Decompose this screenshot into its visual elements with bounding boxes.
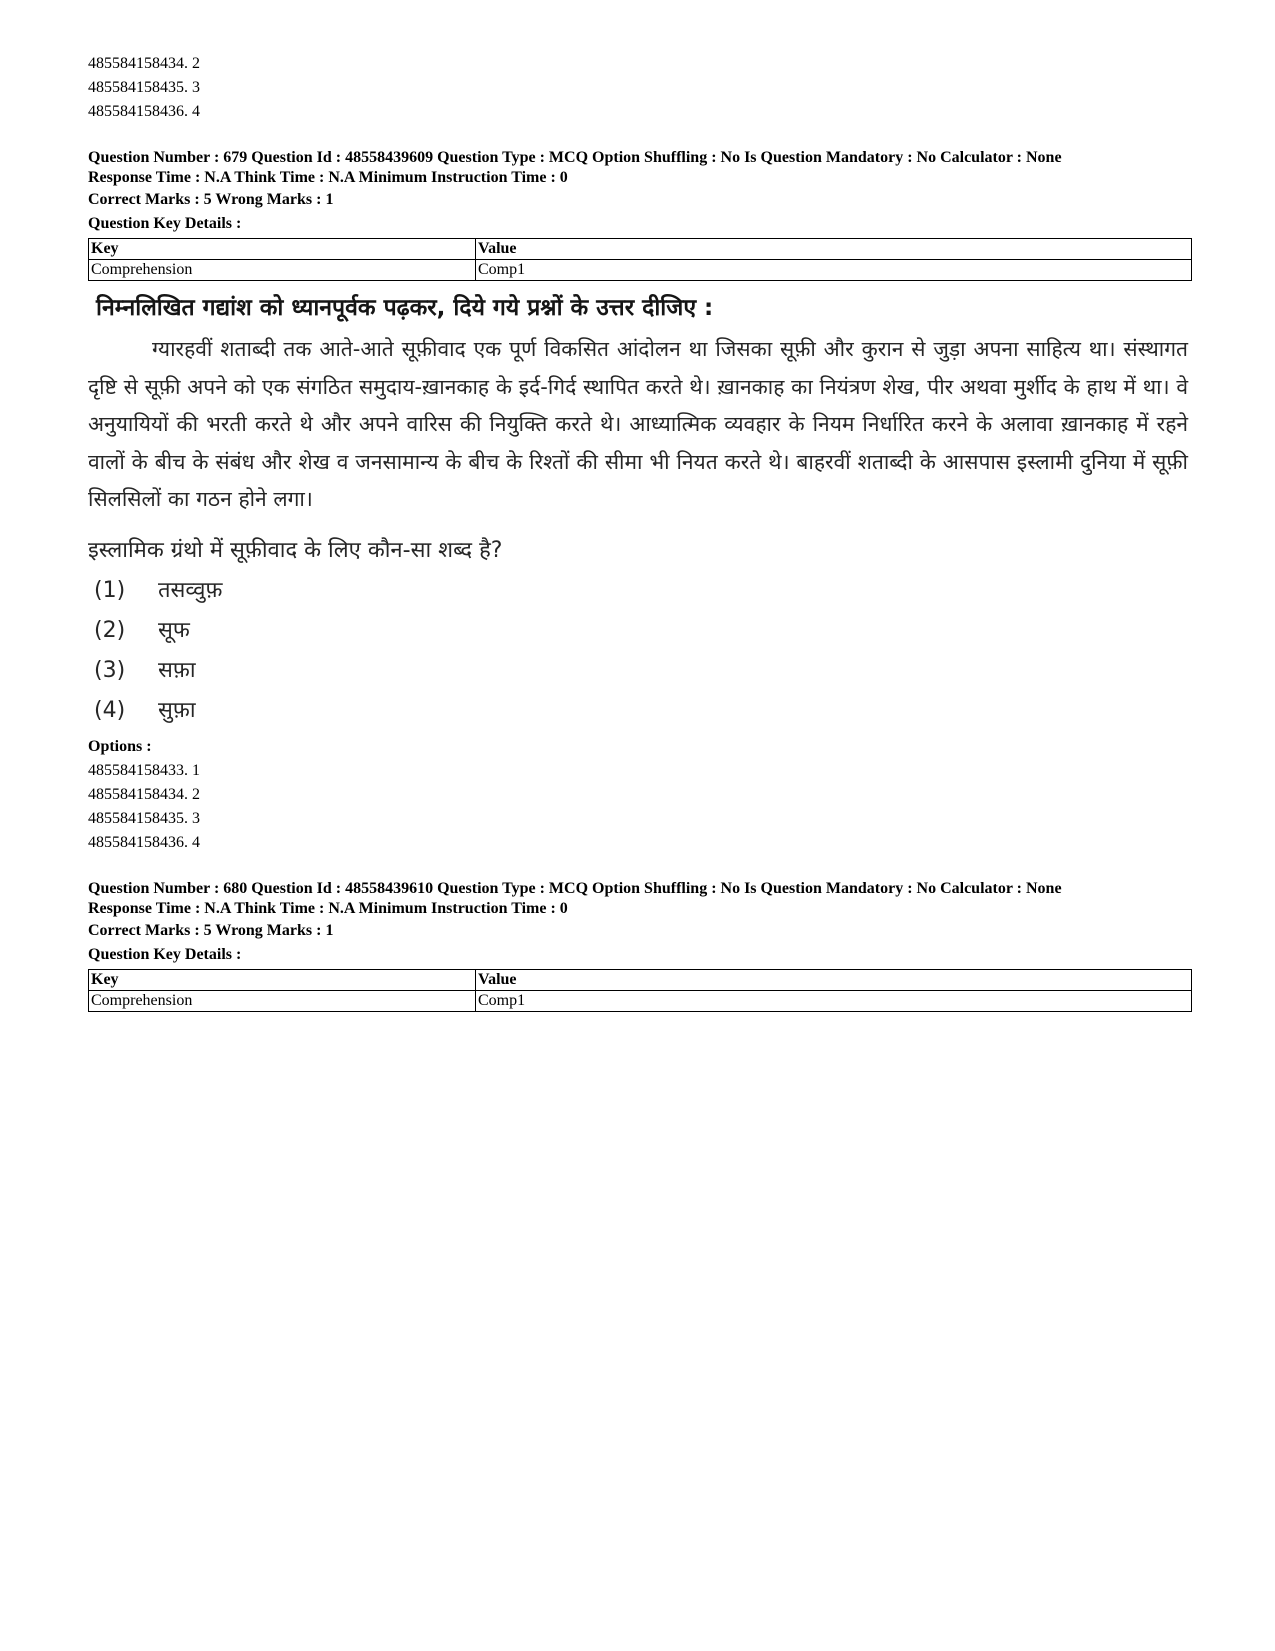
question-header-line2: Response Time : N.A Think Time : N.A Minimum Instruction Time : 0 xyxy=(88,899,568,917)
answer-choice xyxy=(88,651,1192,691)
option-item: 485584158436. 4 xyxy=(88,103,200,120)
options-label: Options : xyxy=(88,737,152,755)
table-row xyxy=(89,260,1192,281)
option-item: 485584158435. 3 xyxy=(88,79,200,96)
table-header-key: Key xyxy=(89,239,476,260)
answer-choice-text: सुफ़ा xyxy=(158,697,196,723)
answer-choice-text: सफ़ा xyxy=(158,657,196,683)
key-details-label: Question Key Details : xyxy=(88,945,242,963)
table-cell-key: Comprehension xyxy=(89,260,476,281)
table-cell-value: Comp1 xyxy=(476,260,1192,281)
answer-choice xyxy=(88,571,1192,611)
options-list xyxy=(88,759,1192,855)
option-item: 485584158434. 2 xyxy=(88,785,200,803)
table-header-key: Key xyxy=(89,969,476,990)
answer-choice xyxy=(88,691,1192,731)
answer-choice-number: (2) xyxy=(94,617,126,643)
table-cell-value: Comp1 xyxy=(476,990,1192,1011)
passage-text: ग्यारहवीं शताब्दी तक आते-आते सूफ़ीवाद एक पूर्ण विकसित आंदोलन था जिसका सूफ़ी और कुरान से जुड़ा अपना साहित्य था। संस्थागत दृष्टि से सूफ़ी अपने को एक संगठित समुदाय-ख़ानकाह के इर्द-गिर्द स्थापित करते थे। ख़ानकाह का नियंत्रण शेख, पीर अथवा मुर्शीद के हाथ में था। वे अनुयायियों की भरती करते थे और अपने वारिस की नियुक्ति करते थे। आध्यात्मिक व्यवहार के नियम निर्धारित करने के अलावा ख़ानकाह में रहने वालों के बीच के संबंध और शेख व जनसामान्य के बीच के रिश्तों की सीमा भी नियत करते थे। बाहरवीं शताब्दी के आसपास इस्लामी दुनिया में सूफ़ी सिलसिलों का गठन होने लगा। xyxy=(88,337,1188,511)
question-marks: Correct Marks : 5 Wrong Marks : 1 xyxy=(88,921,334,939)
table-header-row xyxy=(89,239,1192,260)
table-header-value: Value xyxy=(476,239,1192,260)
answer-choice-text: सूफ xyxy=(158,617,190,643)
table-header-value: Value xyxy=(476,969,1192,990)
answer-choice-number: (3) xyxy=(94,657,126,683)
question-header-line1: Question Number : 680 Question Id : 48558439610 Question Type : MCQ Option Shuffling : No Is Question Mandatory : No Calculator : None xyxy=(88,879,1062,897)
key-details-label: Question Key Details : xyxy=(88,215,242,232)
question-header-line2: Response Time : N.A Think Time : N.A Minimum Instruction Time : 0 xyxy=(88,169,568,186)
question-679 xyxy=(88,148,1192,855)
question-text: इस्लामिक ग्रंथो में सूफ़ीवाद के लिए कौन-सा शब्द है? xyxy=(88,537,503,563)
answer-choice-number: (4) xyxy=(94,697,126,723)
table-row xyxy=(89,990,1192,1011)
key-details-table xyxy=(88,969,1192,1012)
document-page xyxy=(88,52,1192,1012)
answer-choice-text: तसव्वुफ़ xyxy=(158,577,223,603)
question-header-line1: Question Number : 679 Question Id : 48558439609 Question Type : MCQ Option Shuffling : No Is Question Mandatory : No Calculator : None xyxy=(88,149,1062,166)
previous-options-list xyxy=(88,52,1192,124)
key-details-table xyxy=(88,238,1192,281)
question-marks: Correct Marks : 5 Wrong Marks : 1 xyxy=(88,191,334,208)
option-item: 485584158433. 1 xyxy=(88,761,200,779)
answer-choice xyxy=(88,611,1192,651)
scanned-question-image xyxy=(88,291,1192,731)
passage-instruction: निम्नलिखित गद्यांश को ध्यानपूर्वक पढ़कर, दिये गये प्रश्नों के उत्तर दीजिए : xyxy=(96,295,714,321)
table-header-row xyxy=(89,969,1192,990)
option-item: 485584158436. 4 xyxy=(88,833,200,851)
option-item: 485584158434. 2 xyxy=(88,55,200,72)
table-cell-key: Comprehension xyxy=(89,990,476,1011)
question-680 xyxy=(88,879,1192,1012)
answer-choice-number: (1) xyxy=(94,577,126,603)
option-item: 485584158435. 3 xyxy=(88,809,200,827)
